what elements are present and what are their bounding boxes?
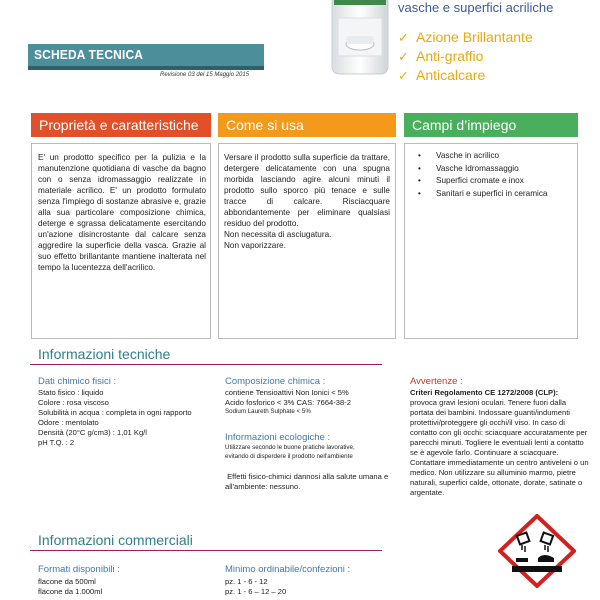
properties-header [31, 113, 211, 137]
fields-title: Campi d’impiego [412, 117, 517, 133]
tech-divider [30, 364, 382, 365]
feature-list [398, 28, 533, 85]
formats-heading: Formati disponibili : [38, 564, 120, 575]
minimum-heading: Minimo ordinabile/confezioni : [225, 564, 351, 575]
physical-data: Stato fisico : liquido Colore : rosa viscoso Solubilità in acqua : completa in ogni rapporto Odore : mentolato Densità (20°C g/cm3) : 1,01 Kg/l pH T.Q. : 2 [38, 388, 192, 447]
commercial-divider [30, 550, 382, 551]
list-item: • Vasche Idromassaggio [414, 163, 548, 176]
warnings-text: Criteri Regolamento CE 1272/2008 (CLP): provoca gravi lesioni oculari. Tenere fuori dalla portata dei bambini. Indossare guanti/indumenti protettivi/proteggere gli occhi/il viso. In caso di contatto con gli occhi: sciacquare accuratamente per parecchi minuti. Togliere le eventuali lenti a contatto se è agevole farlo. Continuare a sciacquare. Contattare immediatamente un centro antiveleni o un medico. Non utilizzare su alluminio marmo, pietre naturali, superfici calde, ottonate, dorate, satinate o argentate. [410, 388, 589, 497]
document-title-bar [28, 44, 264, 70]
check-icon: ✓ [398, 68, 409, 83]
fields-header [404, 113, 578, 137]
ecology-effects: Effetti fisico-chimici dannosi alla salute umana e all'ambiente: nessuno. [225, 472, 389, 491]
properties-text: E' un prodotto specifico per la pulizia e la manutenzione quotidiana di vasche da bagno con o senza idromassaggio realizzate in materiale acrilico. E' un prodotto formulato senza l'impiego di sostanze abrasive e, grazie alla sua particolare composizione chimica, deterge e sgrassa delicatamente esercitando un'azione disincrostante dal calcare senza aggredire la superficie della vasca. Grazie al suo effetto brillantante mantiene inalterata nel tempo la lucentezza dell'acrilico. [38, 153, 206, 272]
properties-title: Proprietà e caratteristiche [39, 117, 199, 133]
warnings-heading: Avvertenze : [410, 376, 463, 387]
usage-header [218, 113, 396, 137]
corrosive-hazard-icon [498, 514, 576, 588]
composition-heading: Composizione chimica : [225, 376, 326, 387]
ecology-data: Utilizzare secondo le buone pratiche lavorative, evitando di disperdere il prodotto nell'ambiente [225, 444, 355, 460]
tech-section-title: Informazioni tecniche [38, 346, 171, 362]
physical-heading: Dati chimico fisici : [38, 376, 117, 387]
list-item: • Sanitari e superfici in ceramica [414, 188, 548, 201]
check-icon: ✓ [398, 30, 409, 45]
usage-note-drying: Non necessita di asciugatura. [224, 230, 332, 239]
ecology-heading: Informazioni ecologiche : [225, 432, 331, 443]
list-item: • Vasche in acrilico [414, 150, 548, 163]
minimum-data: pz. 1 - 6 - 12 pz. 1 - 6 – 12 – 20 [225, 577, 287, 596]
composition-data: contiene Tensioattivi Non Ionici < 5% Acido fosforico < 3% CAS: 7664-38-2 Sodium Laureth Sulphate < 5% [225, 388, 351, 415]
product-subtitle: vasche e superfici acriliche [398, 0, 554, 15]
fields-list [414, 150, 548, 200]
formats-data: flacone da 500ml flacone da 1.000ml [38, 577, 103, 596]
feature-item: ✓ Anticalcare [398, 67, 486, 83]
list-item: • Superfici cromate e inox [414, 175, 548, 188]
usage-text: Versare il prodotto sulla superficie da trattare, detergere delicatamente con una spugna morbida lasciando agire alcuni minuti il prodotto sullo sporco più tenace e sulle tracce di calcare. Risciacquare abbondantemente per eliminare qualsiasi residuo del prodotto. Non necessita di asciugatura. Non vaporizzare. [224, 153, 390, 250]
usage-title: Come si usa [226, 117, 304, 133]
commercial-section-title: Informazioni commerciali [38, 532, 193, 548]
revision-note: Revisione 03 del 15 Maggio 2015 [160, 72, 250, 78]
feature-item: ✓ Anti-graffio [398, 48, 484, 64]
check-icon: ✓ [398, 49, 409, 64]
product-bottle-image [330, 0, 390, 76]
document-title: SCHEDA TECNICA [34, 47, 144, 62]
feature-item: ✓ Azione Brillantante [398, 29, 533, 45]
usage-note-spray: Non vaporizzare. [224, 241, 286, 250]
